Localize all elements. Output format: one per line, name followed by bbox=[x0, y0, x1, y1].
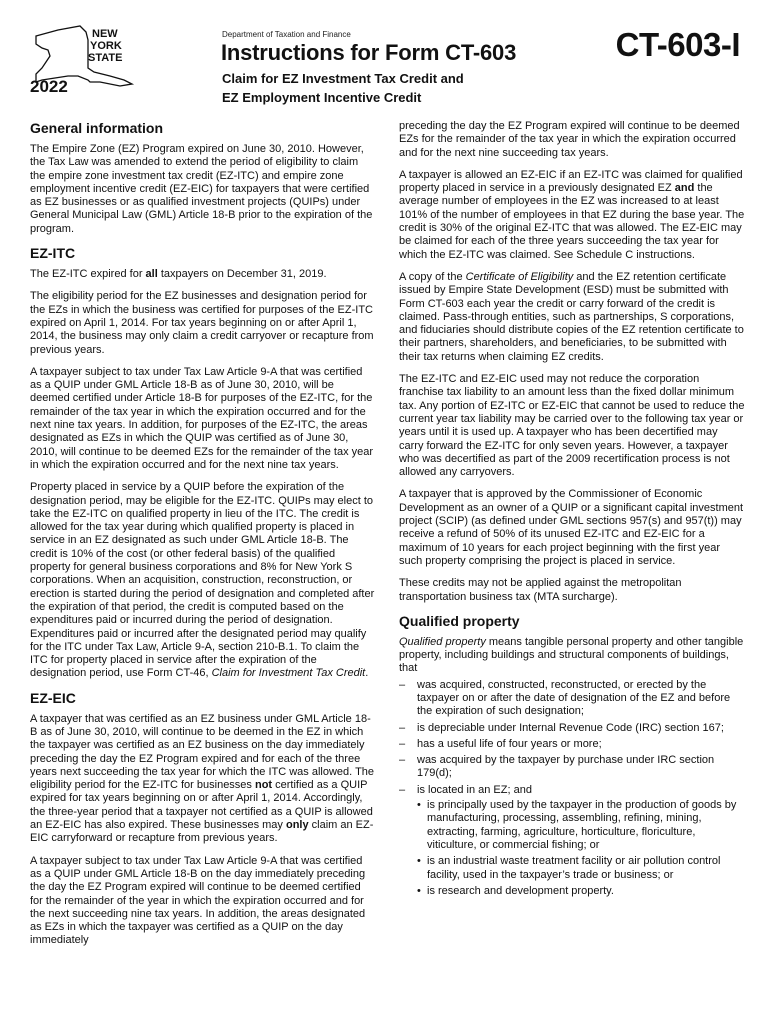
year-label: 2022 bbox=[30, 77, 68, 96]
logo-line-2: YORK bbox=[90, 40, 122, 52]
list-item: • is research and development property. bbox=[417, 884, 614, 897]
ez-itc-paragraph-3: A taxpayer subject to tax under Tax Law Article 9-A that was certified as a QUIP under GML Article 18-B as of June 30, 2010, will be deemed certified under Article 18-B for purposes of the EZ-ITC, for the remainder of the tax year in which the expiration occurred and for the next nine tax years. In addition, for purposes of the EZ-ITC, the areas designated as EZs in which the QUIP was certified as of June 30, 2010, will continue to be deemed EZs for the remainder of the tax year in which the expiration occurred and for the next nine tax years. bbox=[30, 365, 374, 471]
bullet-marker: • bbox=[417, 855, 421, 868]
dash-marker: – bbox=[399, 678, 406, 691]
right-paragraph-1: preceding the day the EZ Program expired will continue to be deemed EZs for the remainder of the tax year in which the expiration occurred and for the next nine succeeding tax years. bbox=[399, 120, 740, 159]
department-name: Department of Taxation and Finance bbox=[222, 30, 351, 39]
ez-itc-paragraph-2: The eligibility period for the EZ businesses and designation period for the EZs in which the business was certified for purposes of the EZ-ITC expired on April 1, 2014. For tax years beginning on or after April 1, 2014, the business may only claim a credit carryover or recapture from previous years. bbox=[30, 290, 374, 356]
ez-eic-heading: EZ-EIC bbox=[30, 689, 76, 706]
general-information-paragraph: The Empire Zone (EZ) Program expired on June 30, 2010. However, the Tax Law was amended to extend the period of eligibility to claim the empire zone investment tax credit (EZ-ITC) and empire zone employment incentive credit (EZ-EIC) for taxpayers that were certified as EZ businesses or as qualified investment projects (QUIPs) under General Municipal Law (GML) Article 18-B prior to the expiration of the program. bbox=[30, 143, 373, 235]
right-paragraph-3: A copy of the Certificate of Eligibility and the EZ retention certificate issued by Empire State Development (ESD) must be submitted with Form CT-603 each year the credit or carry forward of the credit is claimed. Pass-through entities, such as partnerships, S corporations, and fiduciaries should distribute copies of the EZ retention certificate to their partners, shareholders, and beneficiaries, to be submitted with their tax returns when claiming EZ credits. bbox=[399, 270, 744, 363]
ez-itc-paragraph-4: Property placed in service by a QUIP before the expiration of the designation period, may be eligible for the EZ-ITC. QUIPs may elect to take the EZ-ITC on qualified property in lieu of the ITC. The credit is allowed for the tax year during which qualified property is placed in service in an EZ designated as such under GML Article 18-B. The credit is 10% of the cost (or other federal basis) of the qualified property for general business corporations and 8% for New York S corporations. When an acquisition, construction, reconstruction, or erection is started during the period of designation and completed after the expiration of that period, the credit is computed based on the expenditures paid or incurred during the period of designation. Expenditures paid or incurred after the designated period may qualify for the ITC under Tax Law, Article 9-A, section 210-B.1. To claim the ITC for property placed in service after the expiration of the designation period, use Form CT-46, Claim for Investment Tax Credit. bbox=[30, 481, 375, 680]
list-item: – was acquired, constructed, reconstructed, or erected by the taxpayer on or after the date of designation of the EZ and before the expiration of such designation; bbox=[399, 678, 731, 718]
subtitle-line-1: Claim for EZ Investment Tax Credit and bbox=[222, 71, 464, 86]
bullet-marker: • bbox=[417, 799, 421, 812]
certificate-of-eligibility-term: Certificate of Eligibility bbox=[465, 270, 574, 283]
qualified-property-intro: Qualified property means tangible personal property and other tangible property, including buildings and structural components of buildings, that bbox=[399, 635, 744, 675]
list-item: – is depreciable under Internal Revenue Code (IRC) section 167; bbox=[399, 721, 724, 734]
list-item: • is principally used by the taxpayer in the production of goods by manufacturing, processing, assembling, refining, mining, extracting, farming, agriculture, horticulture, floriculture, viticulture, or commercial fishing; or bbox=[417, 799, 737, 851]
right-column bbox=[399, 120, 745, 904]
form-number: CT-603-I bbox=[615, 26, 740, 63]
ez-eic-paragraph-1: A taxpayer that was certified as an EZ business under GML Article 18-B as of June 30, 2010, will continue to be deemed in the EZ in which the taxpayer was certified as an EZ business on the day immediately preceding the day the EZ Program expired and for each of the three years next succeeding the tax year for which the ITC was allowed. The eligibility period for the EZ-ITC for businesses not certified as a QUIP expired for tax years beginning on or after April 1, 2014. Accordingly, the three-year period that a taxpayer not certified as a QUIP is allowed an EZ-EIC has also expired. These businesses may only claim an EZ-EIC carryforward or recapture from previous years. bbox=[30, 712, 375, 845]
dash-marker: – bbox=[399, 754, 406, 767]
list-item: – was acquired by the taxpayer by purchase under IRC section 179(d); bbox=[399, 754, 715, 780]
right-paragraph-4: The EZ-ITC and EZ-EIC used may not reduce the corporation franchise tax liability to an amount less than the fixed dollar minimum tax. Any portion of EZ-ITC or EZ-EIC that cannot be used to reduce the current year tax liability may be carried over to the following tax year or years until it is used up. A taxpayer who has been decertified may carry forward the EZ-ITC for only seven years. However, a taxpayer who was decertified as part of the 2009 recertification process is not allowed any carryovers. bbox=[399, 373, 745, 479]
right-paragraph-2: A taxpayer is allowed an EZ-EIC if an EZ-ITC was claimed for qualified property placed in service in a previously designated EZ and the average number of employees in the EZ was increased to at least 101% of the number of employees in that EZ during the base year. The credit is 30% of the original EZ-ITC that was allowed. The EZ-EIC may be claimed for each of the three years succeeding the tax year for which the EZ-ITC was claimed. See Schedule C instructions. bbox=[399, 168, 745, 261]
list-item: • is an industrial waste treatment facility or air pollution control facility, used in the taxpayer’s trade or business; or bbox=[417, 855, 721, 881]
qualified-property-criteria-list bbox=[399, 679, 745, 898]
page-title: Instructions for Form CT-603 bbox=[221, 40, 517, 65]
dash-marker: – bbox=[399, 737, 406, 750]
ez-eic-paragraph-2: A taxpayer subject to tax under Tax Law Article 9-A that was certified as a QUIP under GML Article 18-B on the day immediately preceding the day the EZ Program expired will continue to be deemed certified for the remainder of the year in which the expiration occurred and for the next succeeding nine tax years. In addition, the areas designated as EZs in which the taxpayer was certified as a QUIP on the day immediately bbox=[30, 854, 366, 947]
list-item: – has a useful life of four years or more; bbox=[399, 737, 602, 750]
logo-line-1: NEW bbox=[92, 28, 118, 40]
ez-itc-paragraph-1: The EZ-ITC expired for all taxpayers on December 31, 2019. bbox=[30, 268, 327, 281]
general-information-heading: General information bbox=[30, 120, 164, 136]
right-paragraph-6: These credits may not be applied against the metropolitan transportation business tax (MTA surcharge). bbox=[399, 577, 682, 603]
new-york-state-logo bbox=[28, 22, 138, 98]
bullet-marker: • bbox=[417, 884, 421, 897]
left-column bbox=[30, 120, 376, 957]
logo-line-3: STATE bbox=[88, 52, 123, 64]
ez-itc-heading: EZ-ITC bbox=[30, 245, 76, 262]
dash-marker: – bbox=[399, 783, 406, 796]
list-item: – is located in an EZ; and • is principally used by the taxpayer in the production of goods by manufacturing, processing, assembling, refining, mining, extracting, farming, agriculture, horticulture, floriculture, viticulture, or commercial fishing; or • is an industrial waste treatment facility or air pollution control facility, used in the taxpayer’s trade or business; or • is research and development property. bbox=[399, 784, 745, 898]
qualified-property-heading: Qualified property bbox=[399, 612, 520, 629]
ez-location-sub-list bbox=[417, 799, 745, 898]
right-paragraph-5: A taxpayer that is approved by the Commissioner of Economic Development as an owner of a QUIP or a significant capital investment project (SCIP) (as defined under GML sections 957(s) and 957(t)) may receive a refund of 50% of its unused EZ-ITC and EZ-EIC for a maximum of 10 years for each project beginning with the first year such property comprising the project is placed in service. bbox=[399, 488, 744, 567]
subtitle-line-2: EZ Employment Incentive Credit bbox=[222, 90, 422, 105]
page-header bbox=[0, 0, 770, 115]
form-ct-46-title: Claim for Investment Tax Credit bbox=[211, 667, 366, 680]
dash-marker: – bbox=[399, 721, 406, 734]
page-subtitle bbox=[222, 69, 642, 107]
